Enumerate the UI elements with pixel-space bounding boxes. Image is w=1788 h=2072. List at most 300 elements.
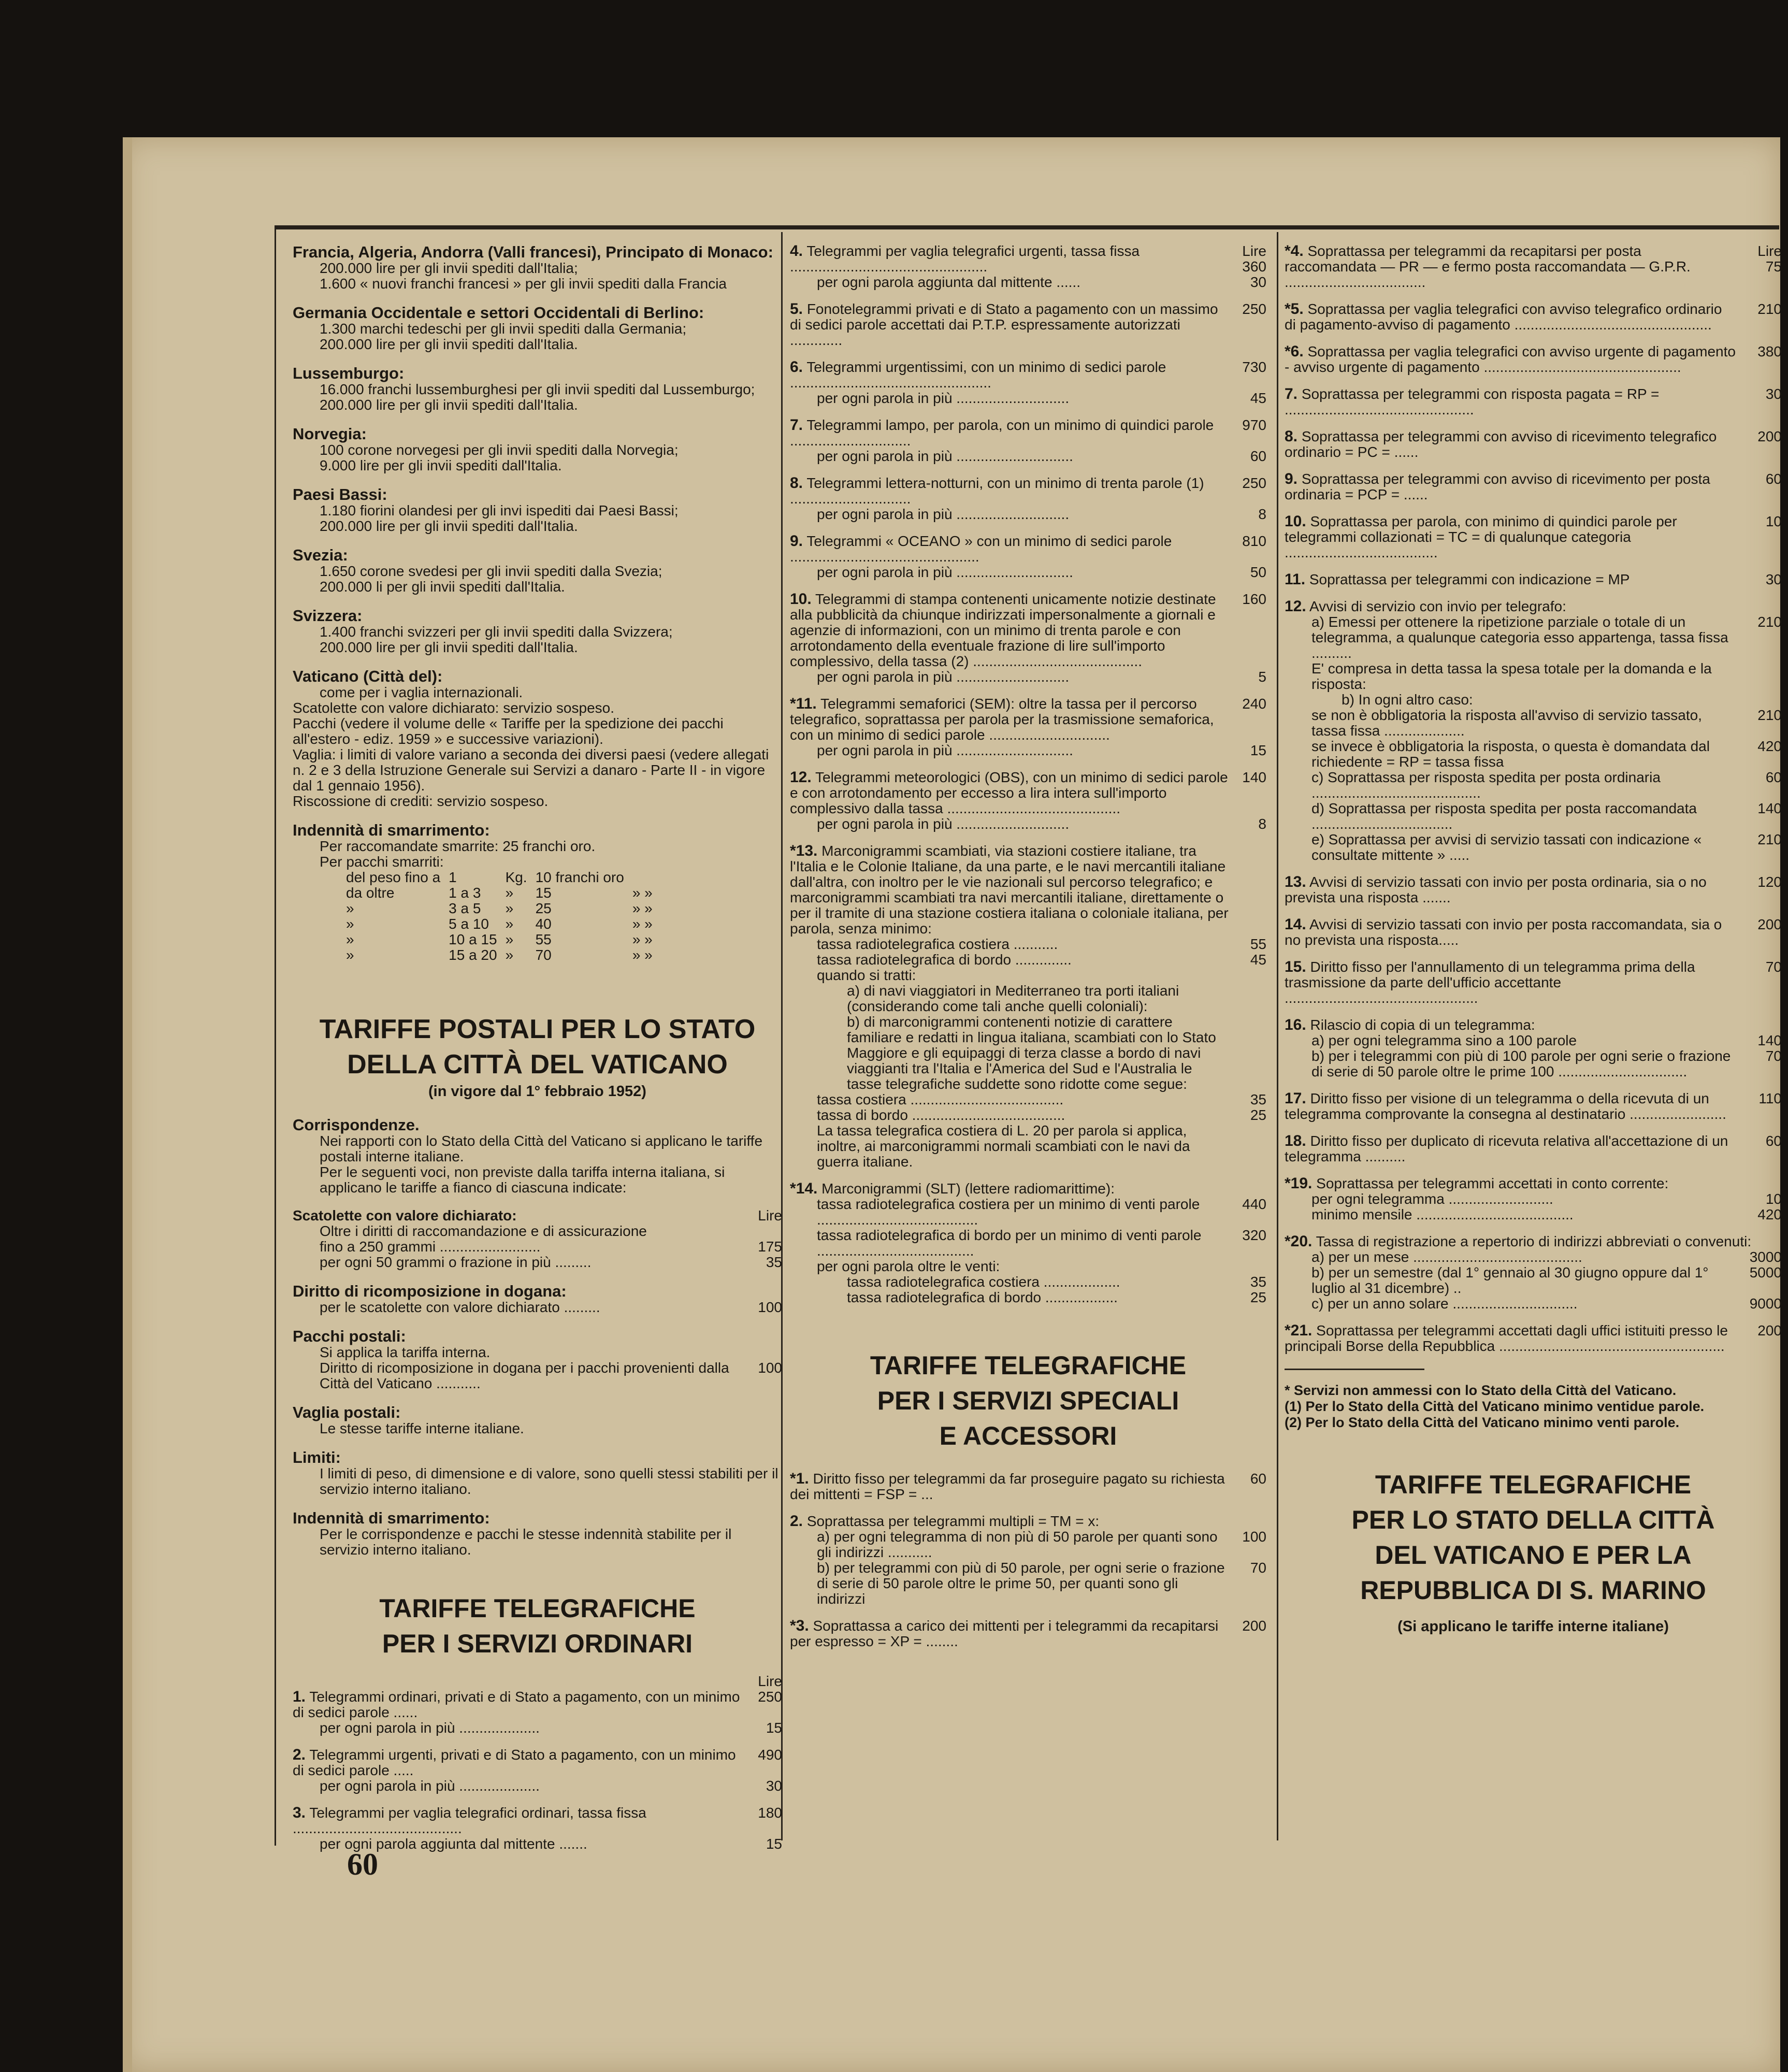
pacchi-section <box>293 1328 782 1391</box>
country-block <box>293 607 782 655</box>
vat-postal-subtitle: (in vigore dal 1° febbraio 1952) <box>428 1083 646 1100</box>
vaticano-section <box>293 668 782 809</box>
ord-title: TARIFFE TELEGRAFICHE <box>379 1594 696 1623</box>
item-value: 15 <box>766 1836 782 1852</box>
item-value <box>1230 743 1266 758</box>
lire-row <box>293 1674 782 1689</box>
item-value <box>1736 1091 1782 1106</box>
item-text: per ogni parola in più ............................. <box>817 742 1073 758</box>
tariff-row <box>1285 1133 1782 1164</box>
vat-postal-title: TARIFFE POSTALI PER LO STATO <box>319 1014 756 1044</box>
item-value-text: 10 <box>1765 513 1782 529</box>
column-3 <box>1285 243 1782 1636</box>
supplement-item <box>1285 243 1782 290</box>
tariff-row <box>790 476 1266 507</box>
item-number: 5. <box>790 300 803 318</box>
item-value-text: 50 <box>1250 564 1266 580</box>
item-16: 16. Rilascio di copia di un telegramma: a) per ogni telegramma sino a 100 parole 140 b) per i telegrammi con più di 100 parole per ogni serie o frazione di serie di 50 parole oltre le prime 100 ................................ 70 <box>1285 1016 1782 1080</box>
item-value <box>1230 592 1266 607</box>
pacchi-cell: 15 a 20 <box>449 947 497 963</box>
pacchi-head: Pacchi postali: <box>293 1327 406 1345</box>
tariff-row: fino a 250 grammi ......................... 175 <box>320 1239 782 1255</box>
country-head: Svezia: <box>293 546 348 564</box>
item-value-text: 30 <box>1250 274 1266 290</box>
pacchi-line: Si applica la tariffa interna. <box>320 1344 491 1360</box>
pacchi-row <box>342 870 657 885</box>
pacchi-cell: » <box>346 900 354 916</box>
item-value <box>1230 359 1266 375</box>
item-subtext: per ogni parola aggiunta dal mittente ....... <box>320 1836 587 1852</box>
pacchi-cell: » <box>346 931 354 947</box>
vaticano-lines <box>293 685 782 809</box>
item-text: Telegrammi semaforici (SEM): oltre la tassa per il percorso telegrafico, soprattassa per parola per la trasmissione semaforica, con un minimo di sedici parole .............................. <box>790 696 1214 743</box>
vs-subtitle: (Si applicano le tariffe interne italiane) <box>1397 1618 1669 1635</box>
tariff-row <box>790 669 1266 685</box>
item-number: 13. <box>1285 873 1306 890</box>
item-number: 14. <box>1285 916 1306 933</box>
country-block <box>293 243 782 292</box>
footnote: * Servizi non ammessi con lo Stato della Città del Vaticano. <box>1285 1383 1677 1398</box>
vaticano-line: Scatolette con valore dichiarato: servizio sospeso. <box>293 700 614 716</box>
item-value <box>1736 514 1782 529</box>
telegram-item <box>790 243 1266 290</box>
country-block <box>293 425 782 473</box>
tariff-row <box>293 1747 782 1778</box>
item-value: 180 <box>758 1805 782 1821</box>
indennita-line: Per pacchi smarriti: <box>320 854 444 870</box>
item-text: per ogni parola in più ............................ <box>817 390 1070 406</box>
item-text: per ogni parola in più ............................ <box>817 669 1070 685</box>
ricomp-head: Diritto di ricomposizione in dogana: <box>293 1282 567 1300</box>
item-value <box>1230 391 1266 406</box>
item-value <box>1230 696 1266 712</box>
item-text: Telegrammi lettera-notturni, con un minimo di trenta parole (1) .............................. <box>790 475 1204 507</box>
item-value <box>1230 275 1266 290</box>
tariff-row <box>790 770 1266 816</box>
country-head: Lussemburgo: <box>293 364 405 382</box>
column-rule <box>1277 232 1278 1840</box>
tariff-row: a) Emessi per ottenere la ripetizione parziale o totale di un telegramma, a qualunque categoria esso appartenga, tassa fissa .......... 210 <box>1311 614 1782 661</box>
tariff-row: b) per i telegrammi con più di 100 parole per ogni serie o frazione di serie di 50 parole oltre le prime 100 ................................ 70 <box>1311 1048 1782 1080</box>
supplement-item <box>1285 386 1782 418</box>
item-value <box>1736 386 1782 402</box>
tariff-row <box>1285 243 1782 290</box>
item-value <box>1736 959 1782 975</box>
vs-title: REPUBBLICA DI S. MARINO <box>1360 1576 1706 1605</box>
item-number: 18. <box>1285 1132 1306 1149</box>
supplement-item <box>1285 959 1782 1006</box>
tariff-row: Diritto di ricomposizione in dogana per i pacchi provenienti dalla Città del Vaticano ........... 100 <box>320 1360 782 1391</box>
item-value: 490 <box>758 1747 782 1763</box>
country-head: Svizzera: <box>293 607 363 625</box>
vat-postal-title: DELLA CITTÀ DEL VATICANO <box>347 1049 728 1080</box>
telegram-item <box>790 418 1266 464</box>
telegram-items <box>790 243 1266 832</box>
vs-title: DEL VATICANO E PER LA <box>1375 1541 1692 1570</box>
item-value-text: 140 <box>1242 769 1266 785</box>
supplement-item <box>1285 429 1782 460</box>
vaglia-head: Vaglia postali: <box>293 1403 401 1421</box>
supplement-item <box>1285 344 1782 375</box>
scat-head: Scatolette con valore dichiarato: <box>293 1207 517 1224</box>
tariff-row <box>1285 514 1782 560</box>
tariff-row <box>790 507 1266 522</box>
column-1 <box>293 243 782 1863</box>
telegram-item <box>790 534 1266 580</box>
item-text: Avvisi di servizio tassati con invio per posta raccomandata, sia o no prevista una risposta..... <box>1285 916 1722 948</box>
item-text: Soprattassa per telegrammi con risposta pagata = RP = ............................................... <box>1285 386 1660 418</box>
item-text: Fonotelegrammi privati e di Stato a pagamento con un massimo di sedici parole accettati dai P.T.P. espressamente autorizzati ............. <box>790 301 1218 348</box>
item-text: Avvisi di servizio tassati con invio per posta ordinaria, sia o no prevista una risposta ....... <box>1285 874 1707 905</box>
item-text: Telegrammi di stampa contenenti unicamente notizie destinate alla pubblicità da chiunque indirizzati impersonalmente a giornali e agenzie di informazioni, con un minimo di trenta parole e con arrotondamento della eventuale frazione di lire sull'importo complessivo, della tassa (2) .......................................... <box>790 591 1216 669</box>
item-text: per ogni parola in più ............................. <box>817 448 1073 464</box>
item-value-text: 5 <box>1258 669 1266 685</box>
item-19: *19. Soprattassa per telegrammi accettati in conto corrente: per ogni telegramma .......................... 10 minimo mensile ....................................... 420 <box>1285 1175 1782 1222</box>
tariff-row: b) per un semestre (dal 1° gennaio al 30 giugno oppure dal 1° luglio al 31 dicembre) .. 5000 <box>1311 1264 1782 1296</box>
pacchi-cell: del peso fino a <box>346 869 441 885</box>
item-number: *6. <box>1285 343 1304 360</box>
telegram-item <box>790 359 1266 406</box>
item-value <box>1736 429 1782 444</box>
tariff-row: per le scatolette con valore dichiarato ......... 100 <box>320 1299 782 1315</box>
item-value-text: 60 <box>1765 471 1782 487</box>
telegram-item <box>790 476 1266 522</box>
lire-label: Lire <box>758 1673 782 1689</box>
item-value-text: 250 <box>1242 301 1266 317</box>
supplement-item <box>1285 572 1782 587</box>
column-2 <box>790 243 1266 1661</box>
pacchi-row <box>342 901 657 916</box>
item-value-text: 15 <box>1250 742 1266 758</box>
item-value <box>1736 243 1782 275</box>
supplement-item <box>1285 1133 1782 1164</box>
pacchi-cell: » <box>346 916 354 932</box>
item-number: 8. <box>790 474 803 492</box>
spec-title: E ACCESSORI <box>939 1421 1117 1450</box>
item-value-text: 250 <box>1242 475 1266 491</box>
lire-label: Lire <box>758 1207 782 1224</box>
item-value-text: 360 <box>1242 258 1266 275</box>
item-value-text: 60 <box>1250 448 1266 464</box>
pacchi-cell: » <box>346 947 354 963</box>
limiti-section <box>293 1449 782 1497</box>
item-value-text: 160 <box>1242 591 1266 607</box>
item-text: Telegrammi per vaglia telegrafici urgenti, tassa fissa ................................................. <box>790 243 1140 275</box>
tariff-row <box>1285 386 1782 418</box>
tariff-row <box>790 301 1266 348</box>
pacchi-cell: 5 a 10 <box>449 916 489 932</box>
tariff-row: c) Soprattassa per risposta spedita per posta ordinaria .......................................... 60 <box>1311 769 1782 801</box>
tariff-row <box>790 592 1266 669</box>
item-21: *21. Soprattassa per telegrammi accettati dagli uffici istituiti presso le principali Borse della Repubblica ........................................................ 200 <box>1285 1322 1782 1354</box>
country-head: Francia, Algeria, Andorra (Valli francesi), Principato di Monaco: <box>293 243 773 261</box>
item-text: Telegrammi « OCEANO » con un minimo di sedici parole ............................................... <box>790 533 1172 565</box>
spec-item-1: *1. Diritto fisso per telegrammi da far proseguire pagato su richiesta dei mittenti = FSP = ... 60 <box>790 1470 1266 1502</box>
pacchi-cell: 10 a 15 <box>449 931 497 947</box>
item-value-text: 8 <box>1258 816 1266 832</box>
item-value-text: 810 <box>1242 533 1266 549</box>
item-number: 2. <box>293 1746 306 1763</box>
item-text: Soprattassa per parola, con minimo di quindici parole per telegrammi collazionati = TC = di qualunque categoria ...................................... <box>1285 513 1677 560</box>
country-line: 1.650 corone svedesi per gli invii spediti dalla Svezia; <box>320 563 662 579</box>
tariff-row <box>293 1689 782 1720</box>
tariff-row <box>790 816 1266 832</box>
item-value <box>1736 572 1782 587</box>
item-value-text: 70 <box>1765 959 1782 975</box>
country-block <box>293 486 782 534</box>
corr-line: Nei rapporti con lo Stato della Città del Vaticano si applicano le tariffe postali interne italiane. <box>320 1133 763 1164</box>
pacchi-row <box>342 932 657 947</box>
tariff-row: tassa radiotelegrafica di bordo .............. 45 <box>817 952 1266 968</box>
item-value <box>1230 418 1266 433</box>
item-value-text: 200 <box>1757 916 1782 932</box>
pacchi-cell: 55 <box>535 931 552 947</box>
item-subtext: per ogni parola in più .................... <box>320 1778 540 1794</box>
item-value-text: 970 <box>1242 417 1266 433</box>
item-number: 17. <box>1285 1090 1306 1107</box>
corr-line: Per le seguenti voci, non previste dalla tariffa interna italiana, si applicano le tariffe a fianco di ciascuna indicate: <box>320 1164 725 1196</box>
tariff-row <box>293 1720 782 1736</box>
tariff-row: d) Soprattassa per risposta spedita per posta raccomandata ................................... 140 <box>1311 800 1782 832</box>
country-line: 200.000 lire per gli invii spediti dall'Italia. <box>320 639 578 655</box>
item-number: 7. <box>790 416 803 434</box>
pacchi-cell: 15 <box>535 885 552 901</box>
tariff-row <box>790 275 1266 290</box>
item-value <box>1736 301 1782 317</box>
tariff-row <box>790 449 1266 464</box>
tariff-row <box>790 418 1266 449</box>
ord-items <box>293 1674 782 1852</box>
item-value <box>1230 243 1266 275</box>
pacchi-cell: 70 <box>535 947 552 963</box>
country-line: 200.000 li per gli invii spediti dall'Italia. <box>320 579 565 595</box>
tariff-row: minimo mensile ....................................... 420 <box>1311 1206 1782 1222</box>
item-number: 12. <box>790 769 812 786</box>
item-text: Diritto fisso per l'annullamento di un telegramma prima della trasmissione da parte dell'ufficio accettante ................................................ <box>1285 959 1695 1006</box>
item-number: 9. <box>790 533 803 550</box>
footnote: (1) Per lo Stato della Città del Vaticano minimo ventidue parole. <box>1285 1399 1705 1414</box>
supplement-item <box>1285 471 1782 502</box>
scat-section <box>293 1208 782 1270</box>
item-value-text: 110 <box>1758 1090 1782 1106</box>
item-value-text: 8 <box>1258 506 1266 522</box>
telegram-item <box>790 592 1266 685</box>
item-value-text: 240 <box>1242 696 1266 712</box>
tariff-row: e) Soprattassa per avvisi di servizio tassati con indicazione « consultate mittente » ..... 210 <box>1311 831 1782 863</box>
telegram-item <box>790 696 1266 758</box>
tariff-row <box>790 696 1266 743</box>
country-line: 200.000 lire per gli invii spediti dall'Italia; <box>320 260 578 276</box>
item-text: per ogni parola aggiunta dal mittente ...... <box>817 274 1080 290</box>
ord-item <box>293 1747 782 1794</box>
ord-title: PER I SERVIZI ORDINARI <box>382 1629 693 1658</box>
item-value <box>1736 917 1782 932</box>
tariff-row: tassa radiotelegrafica costiera per un minimo di venti parole ........................................ 440 <box>817 1196 1266 1228</box>
page-number: 60 <box>347 1847 378 1881</box>
tariff-row <box>293 1778 782 1794</box>
country-line: 1.300 marchi tedeschi per gli invii spediti dalla Germania; <box>320 321 687 337</box>
tariff-row <box>790 243 1266 275</box>
tariff-row <box>790 565 1266 580</box>
country-block <box>293 365 782 413</box>
footnote: (2) Per lo Stato della Città del Vaticano minimo venti parole. <box>1285 1415 1680 1430</box>
item-text: Telegrammi lampo, per parola, con un minimo di quindici parole .............................. <box>790 417 1214 449</box>
vs-title: PER LO STATO DELLA CITTÀ <box>1351 1505 1715 1534</box>
item-value-text: 75 <box>1765 258 1782 275</box>
vaticano-line: Vaglia: i limiti di valore variano a seconda dei diversi paesi (vedere allegati n. 2 e 3 della Istruzione Generale sui Servizi a danaro - Parte II - in vigore dal 1 gennaio 1956). <box>293 746 769 794</box>
tariff-row: tassa radiotelegrafica di bordo per un minimo di venti parole ....................................... 320 <box>817 1227 1266 1259</box>
country-line: 9.000 lire per gli invii spediti dall'Italia. <box>320 457 562 473</box>
tariff-row <box>790 534 1266 565</box>
pacchi-cell: 1 a 3 <box>449 885 481 901</box>
pacchi-cell <box>628 870 657 885</box>
item-value-text: 30 <box>1765 571 1782 587</box>
supplement-item <box>1285 917 1782 948</box>
vaticano-line: Pacchi (vedere il volume delle « Tariffe per la spedizione dei pacchi all'estero - ediz. 1959 » e successive variazioni). <box>293 715 724 747</box>
tariff-row: tassa radiotelegrafica costiera ................... 35 <box>847 1274 1266 1290</box>
pacchi-cell: Kg. <box>505 869 527 885</box>
country-line: 200.000 lire per gli invii spediti dall'Italia. <box>320 336 578 352</box>
tariff-row <box>790 359 1266 391</box>
pacchi-cell: » <box>505 916 514 932</box>
pacchi-cell: » » <box>632 885 653 901</box>
corr-section <box>293 1116 782 1196</box>
item-value-text: 730 <box>1242 359 1266 375</box>
tariff-row <box>790 391 1266 406</box>
item-value <box>1736 344 1782 359</box>
tariff-row <box>1285 471 1782 502</box>
supplement-items <box>1285 243 1782 587</box>
tariff-row <box>1285 301 1782 333</box>
item-number: 11. <box>1285 571 1306 588</box>
indennita2-head: Indennità di smarrimento: <box>293 1509 490 1527</box>
item-value <box>1230 507 1266 522</box>
pacchi-cell: 10 franchi oro <box>535 869 624 885</box>
country-block <box>293 546 782 595</box>
country-line: 100 corone norvegesi per gli invii spediti dalla Norvegia; <box>320 442 679 458</box>
item-value <box>1736 1133 1782 1149</box>
pacchi-row <box>342 885 657 901</box>
limiti-head: Limiti: <box>293 1448 341 1466</box>
item-value <box>1736 874 1782 890</box>
supplement-item <box>1285 514 1782 560</box>
item-number: *11. <box>790 695 817 712</box>
item-text: Soprattassa per telegrammi con avviso di ricevimento per posta ordinaria = PCP = ...... <box>1285 471 1710 502</box>
item-number: 1. <box>293 1688 306 1705</box>
item-value-text: 120 <box>1757 874 1782 890</box>
country-line: 1.600 « nuovi franchi francesi » per gli invii spediti dalla Francia <box>320 276 727 292</box>
tariff-row: tassa radiotelegrafica di bordo .................. 25 <box>847 1289 1266 1305</box>
tariff-row <box>1285 917 1782 948</box>
pacchi-cell: » <box>505 947 514 963</box>
tariff-row: a) per un mese .......................................... 3000 <box>1311 1249 1782 1265</box>
item-text: Soprattassa per vaglia telegrafici con avviso urgente di pagamento - avviso urgente di pagamento ................................................. <box>1285 343 1736 375</box>
tariff-row: b) per telegrammi con più di 50 parole, per ogni serie o frazione di serie di 50 parole oltre le prime 50, per quanti sono gli indirizzi 70 <box>817 1560 1266 1607</box>
vaglia-section <box>293 1404 782 1436</box>
item-text: Soprattassa per telegrammi con avviso di ricevimento telegrafico ordinario = PC = ...... <box>1285 428 1717 460</box>
vaticano-line: Riscossione di crediti: servizio sospeso. <box>293 793 549 809</box>
item-number: 6. <box>790 358 803 376</box>
vaticano-line: come per i vaglia internazionali. <box>320 684 523 700</box>
item-value <box>1230 301 1266 317</box>
tariff-row <box>1285 959 1782 1006</box>
item-value <box>1230 534 1266 549</box>
item-subtext: per ogni parola in più .................... <box>320 1720 540 1736</box>
scat-line: Oltre i diritti di raccomandazione e di assicurazione <box>320 1223 647 1239</box>
item-text: Telegrammi urgenti, privati e di Stato a pagamento, con un minimo di sedici parole ..... <box>293 1747 736 1778</box>
item-text: Telegrammi meteorologici (OBS), con un minimo di sedici parole e con arrotondamento per eccesso a lira intera sull'importo complessivo dalla tassa ........................................... <box>790 769 1228 816</box>
item-text: per ogni parola in più ............................ <box>817 506 1070 522</box>
tariff-row <box>790 743 1266 758</box>
item-value: 15 <box>766 1720 782 1736</box>
spec-title: TARIFFE TELEGRAFICHE <box>870 1351 1187 1380</box>
spec-title: PER I SERVIZI SPECIALI <box>877 1386 1179 1415</box>
ord-item <box>293 1689 782 1736</box>
tariff-row: per ogni telegramma .......................... 10 <box>1311 1191 1782 1207</box>
item-text: Diritto fisso per duplicato di ricevuta relativa all'accettazione di un telegramma .......... <box>1285 1133 1728 1164</box>
item-number: 4. <box>790 242 803 260</box>
item-value-text: 380 <box>1757 343 1782 359</box>
item-12: 12. Avvisi di servizio con invio per telegrafo: a) Emessi per ottenere la ripetizione parziale o totale di un telegramma, a qualunque categoria esso appartenga, tassa fissa .......... 210 E' compresa in detta tassa la spesa totale per la domanda e la risposta: b) In ogni altro caso: se non è obbligatoria la risposta all'avviso di servizio tassato, tassa fissa .................... 210 se invece è obbligatoria la risposta, o questa è domandata dal richiedente = RP = tassa fissa 420 c) Soprattassa per risposta spedita per posta ordinaria .......................................... 60 d) Soprattassa per risposta spedita per posta raccomandata ................................... 140 e) Soprattassa per avvisi di servizio tassati con indicazione « consultate mittente » ..... 210 <box>1285 598 1782 863</box>
item-text: Telegrammi urgentissimi, con un minimo di sedici parole .................................................. <box>790 359 1166 391</box>
item-value <box>1230 770 1266 785</box>
supplement-items-3 <box>1285 1091 1782 1164</box>
tariff-row <box>1285 874 1782 905</box>
supplement-items-2 <box>1285 874 1782 1006</box>
item-value <box>1230 476 1266 491</box>
item-value: 250 <box>758 1689 782 1705</box>
item-number: *5. <box>1285 300 1304 318</box>
pacchi-cell: » <box>505 900 514 916</box>
item-value <box>1230 565 1266 580</box>
item-number: 9. <box>1285 470 1298 487</box>
item-text: Soprattassa per vaglia telegrafici con avviso telegrafico ordinario di pagamento-avviso di pagamento ................................................. <box>1285 301 1722 333</box>
pacchi-cell: » » <box>632 931 653 947</box>
country-head: Germania Occidentale e settori Occidentali di Berlino: <box>293 304 704 322</box>
tariff-row <box>1285 344 1782 375</box>
pacchi-cell: » <box>505 885 514 901</box>
supplement-item <box>1285 874 1782 905</box>
tariff-row: a) per ogni telegramma sino a 100 parole 140 <box>1311 1032 1782 1048</box>
item-number: 3. <box>293 1804 306 1821</box>
country-block <box>293 304 782 352</box>
item-number: 10. <box>790 591 812 608</box>
item-text: Soprattassa per telegrammi da recapitarsi per posta raccomandata — PR — e fermo posta raccomandata — G.P.R. ................................... <box>1285 243 1691 290</box>
item-20: *20. Tassa di registrazione a repertorio di indirizzi abbreviati o convenuti: a) per un mese .......................................... 3000 b) per un semestre (dal 1° gennaio al 30 giugno oppure dal 1° luglio al 31 dicembre) .. 5000 c) per un anno solare ............................... 9000 <box>1285 1233 1782 1312</box>
country-line: 1.180 fiorini olandesi per gli invi ispediti dai Paesi Bassi; <box>320 502 679 519</box>
pacchi-cell: 40 <box>535 916 552 932</box>
telegram-item <box>790 301 1266 348</box>
item-text: Diritto fisso per visione di un telegramma o della ricevuta di un telegramma comprovante la consegna al destinatario ........................ <box>1285 1090 1726 1122</box>
item-number: *4. <box>1285 242 1304 260</box>
page-edge <box>123 137 132 2072</box>
item-value-text: 45 <box>1250 390 1266 406</box>
lire-label: Lire <box>1242 243 1266 259</box>
tariff-row: tassa radiotelegrafica costiera ........... 55 <box>817 936 1266 952</box>
item-text: Soprattassa per telegrammi con indicazione = MP <box>1309 571 1630 587</box>
country-list <box>293 243 782 655</box>
country-head: Paesi Bassi: <box>293 485 387 503</box>
item-value <box>1230 449 1266 464</box>
tariff-row: tassa costiera ...................................... 35 <box>817 1091 1266 1107</box>
indennita-line: Per raccomandate smarrite: 25 franchi oro. <box>320 838 596 854</box>
tariff-row: se invece è obbligatoria la risposta, o questa è domandata dal richiedente = RP = tassa fissa 420 <box>1311 738 1782 770</box>
country-line: 1.400 franchi svizzeri per gli invii spediti dalla Svizzera; <box>320 624 673 640</box>
indennita-head: Indennità di smarrimento: <box>293 821 490 839</box>
pacchi-cell: » » <box>632 947 653 963</box>
item-number: 7. <box>1285 385 1298 402</box>
pacchi-cell: 1 <box>449 869 457 885</box>
